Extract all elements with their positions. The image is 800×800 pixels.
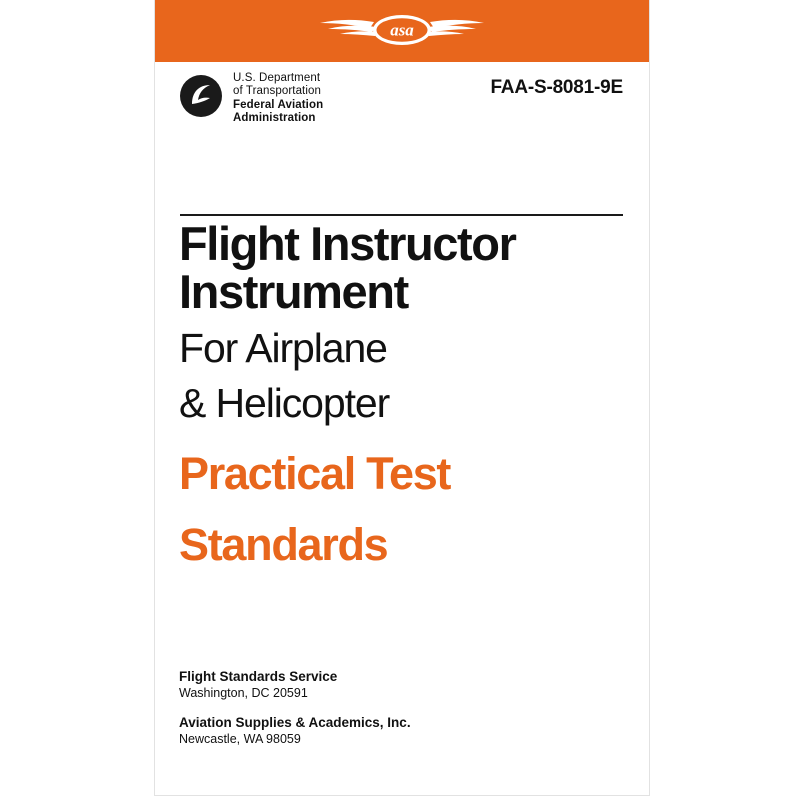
asa-winged-logo-icon — [312, 6, 492, 58]
agency-line-1: U.S. Department — [233, 72, 321, 84]
title-block — [179, 217, 629, 570]
faa-seal-icon — [179, 74, 223, 118]
title-main-line-1: Flight Instructor — [179, 217, 516, 270]
footer-service-name: Flight Standards Service — [179, 669, 338, 684]
title-accent-line-2: Standards — [179, 519, 388, 570]
footer-block — [179, 668, 619, 747]
agency-line-4: Administration — [233, 112, 316, 125]
title-main-line-2: Instrument — [179, 265, 408, 318]
agency-line-3: Federal Aviation — [233, 98, 324, 111]
title-sub-line-2: & Helicopter — [179, 380, 390, 426]
agency-block — [179, 72, 323, 126]
agency-line-2: of Transportation — [233, 85, 322, 98]
svg-text:asa: asa — [390, 20, 414, 40]
footer-publisher-name: Aviation Supplies & Academics, Inc. — [179, 715, 411, 730]
title-divider — [180, 214, 623, 216]
title-accent-line-1: Practical Test — [179, 448, 451, 499]
header-band — [155, 0, 649, 62]
title-sub-line-1: For Airplane — [179, 325, 387, 371]
agency-text — [233, 72, 323, 126]
book-cover — [155, 0, 649, 795]
footer-service-address: Washington, DC 20591 — [179, 686, 308, 700]
footer-spacer — [179, 701, 619, 714]
footer-publisher-address: Newcastle, WA 98059 — [179, 732, 301, 746]
document-number: FAA-S-8081-9E — [490, 77, 623, 98]
